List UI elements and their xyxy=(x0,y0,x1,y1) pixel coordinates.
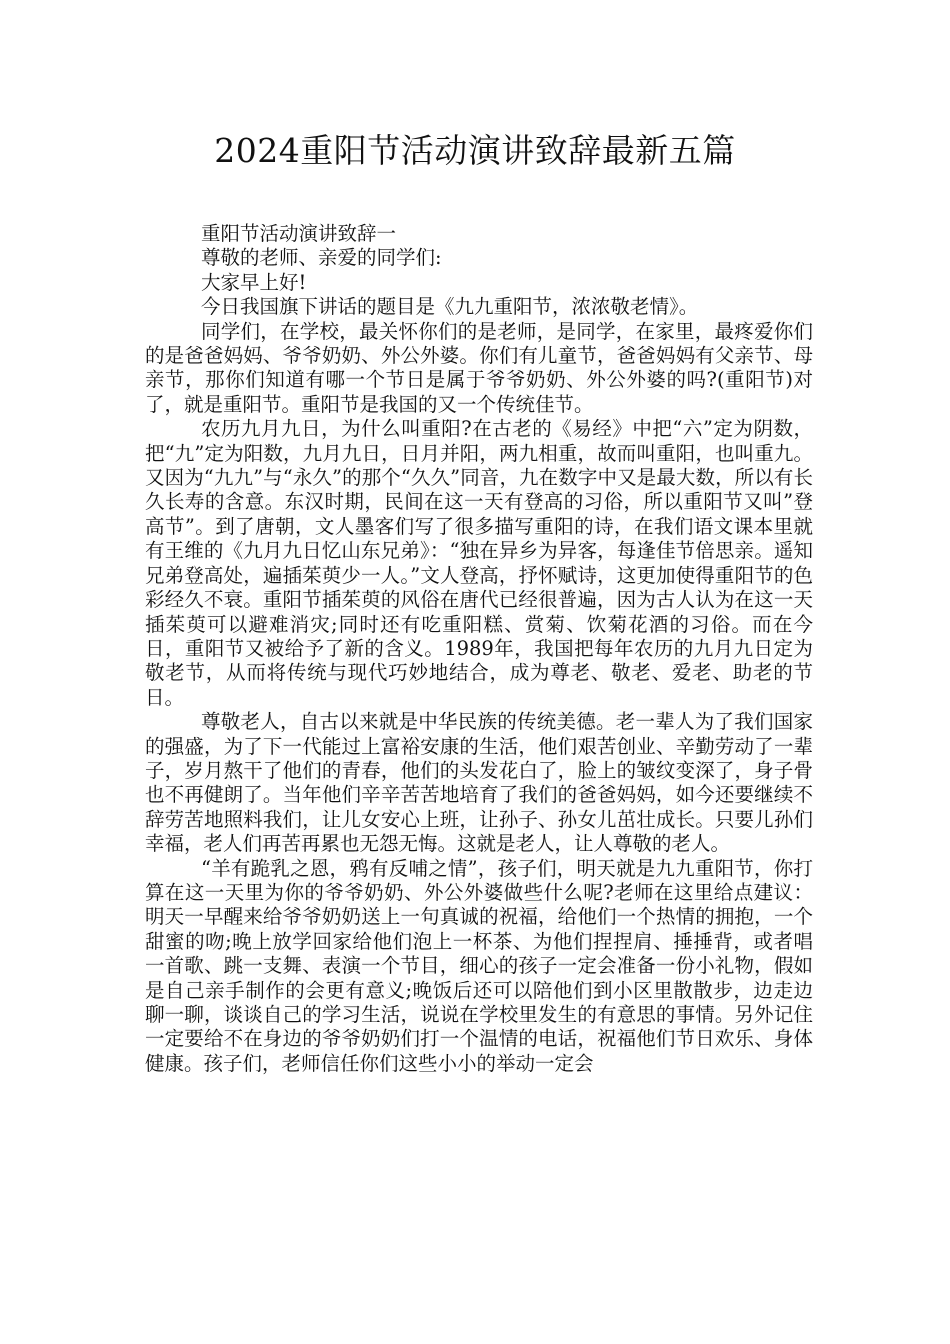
paragraph: 尊敬老人，自古以来就是中华民族的传统美德。老一辈人为了我们国家的强盛，为了下一代能过上富裕安康的生活，他们艰苦创业、辛勤劳动了一辈子，岁月熬干了他们的青春，他们的头发花白了，脸上的皱纹变深了，身子骨也不再健朗了。当年他们辛辛苦苦地培育了我们的爸爸妈妈，如今还要继续不辞劳苦地照料我们，让儿女安心上班，让孙子、孙女儿茁壮成长。只要儿孙们幸福，老人们再苦再累也无怨无悔。这就是老人，让人尊敬的老人。 xyxy=(145,710,813,856)
section-heading: 重阳节活动演讲致辞一 xyxy=(201,222,397,245)
paragraph: “羊有跪乳之恩，鸦有反哺之情”，孩子们，明天就是九九重阳节，你打算在这一天里为你的爷爷奶奶、外公外婆做些什么呢?老师在这里给点建议：明天一早醒来给爷爷奶奶送上一句真诚的祝福，给他们一个热情的拥抱，一个甜蜜的吻;晚上放学回家给他们泡上一杯茶、为他们捏捏肩、捶捶背，或者唱一首歌、跳一支舞、表演一个节目，细心的孩子一定会准备一份小礼物，假如是自己亲手制作的会更有意义;晚饭后还可以陪他们到小区里散散步，边走边聊一聊，谈谈自己的学习生活，说说在学校里发生的有意思的事情。另外记住一定要给不在身边的爷爷奶奶们打一个温情的电话，祝福他们节日欢乐、身体健康。孩子们，老师信任你们这些小小的举动一定会 xyxy=(145,856,813,1075)
paragraph: 同学们，在学校，最关怀你们的是老师，是同学，在家里，最疼爱你们的是爸爸妈妈、爷爷奶奶、外公外婆。你们有儿童节，爸爸妈妈有父亲节、母亲节，那你们知道有哪一个节日是属于爷爷奶奶、外公外婆的吗?(重阳节)对了，就是重阳节。重阳节是我国的又一个传统佳节。 xyxy=(145,319,813,416)
document-title: 2024重阳节活动演讲致辞最新五篇 xyxy=(214,131,736,170)
greeting-line: 尊敬的老师、亲爱的同学们: xyxy=(201,246,442,270)
document-body xyxy=(145,222,813,1076)
paragraph: 农历九月九日，为什么叫重阳?在古老的《易经》中把“六”定为阴数，把“九”定为阳数，九月九日，日月并阳，两九相重，故而叫重阳，也叫重九。又因为“九九”与“永久”的那个“久久”同音，九在数字中又是最大数，所以有长久长寿的含意。东汉时期，民间在这一天有登高的习俗，所以重阳节又叫”登高节”。到了唐朝，文人墨客们写了很多描写重阳的诗，在我们语文课本里就有王维的《九月九日忆山东兄弟》：“独在异乡为异客，每逢佳节倍思亲。遥知兄弟登高处，遍插茱萸少一人。”文人登高，抒怀赋诗，这更加使得重阳节的色彩经久不衰。重阳节插茱萸的风俗在唐代已经很普遍，因为古人认为在这一天插茱萸可以避难消灾;同时还有吃重阳糕、赏菊、饮菊花酒的习俗。而在今日，重阳节又被给予了新的含义。1989年，我国把每年农历的九月九日定为敬老节，从而将传统与现代巧妙地结合，成为尊老、敬老、爱老、助老的节日。 xyxy=(145,417,813,709)
paragraph: 今日我国旗下讲话的题目是《九九重阳节，浓浓敬老情》。 xyxy=(201,295,699,319)
greeting-line: 大家早上好! xyxy=(201,270,307,294)
